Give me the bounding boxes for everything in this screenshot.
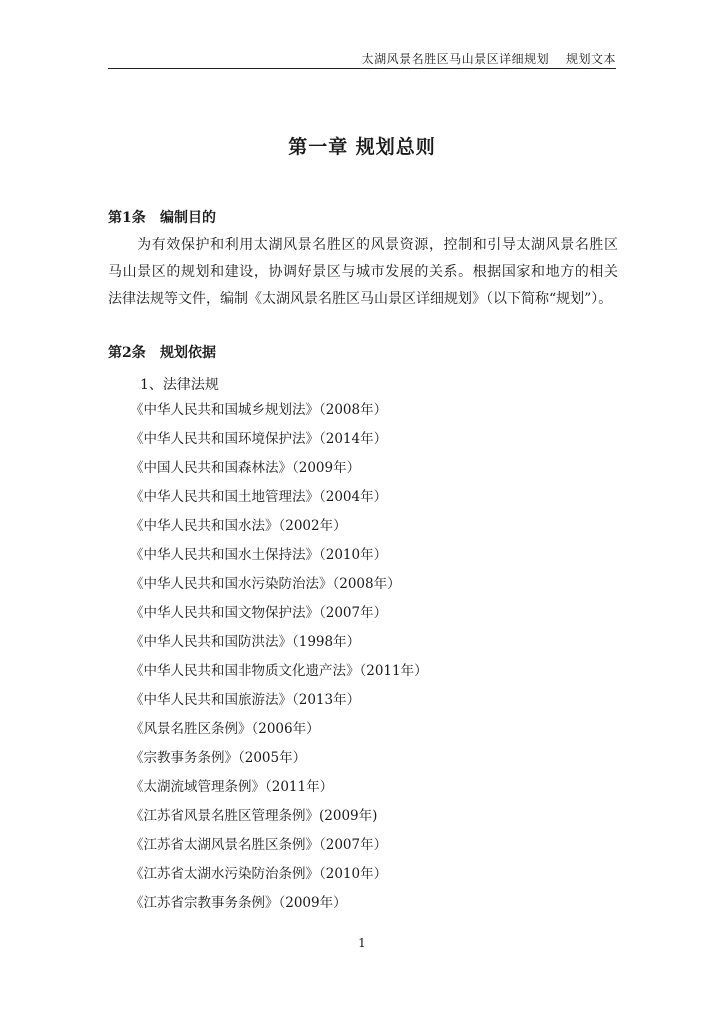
article-1-heading (108, 207, 216, 227)
header-rule (108, 68, 616, 69)
article-2-number: 第2条 (108, 345, 146, 361)
law-item: 《江苏省风景名胜区管理条例》(2009年) (130, 808, 378, 824)
law-item: 《中华人民共和国城乡规划法》（2008年） (130, 402, 388, 418)
law-item: 《中华人民共和国环境保护法》（2014年） (130, 431, 388, 447)
law-item: 《中华人民共和国水污染防治法》（2008年） (130, 576, 401, 592)
paragraph-line: 法律法规等文件，编制《太湖风景名胜区马山景区详细规划》（以下简称“规划”）。 (108, 291, 613, 307)
law-item: 《江苏省宗教事务条例》（2009年） (130, 895, 347, 911)
law-list (130, 400, 428, 922)
page-number: 1 (358, 936, 366, 950)
law-item: 《中华人民共和国旅游法》（2013年） (130, 692, 361, 708)
law-item: 《中华人民共和国非物质文化遗产法》（2011年） (130, 663, 428, 679)
law-item: 《中华人民共和国文物保护法》（2007年） (130, 605, 388, 621)
article-2-heading (108, 342, 216, 362)
article-1-title: 编制目的 (160, 210, 216, 226)
law-item: 《江苏省太湖风景名胜区条例》（2007年） (130, 837, 388, 853)
law-item: 《江苏省太湖水污染防治条例》（2010年） (130, 866, 388, 882)
law-item: 《中国人民共和国森林法》（2009年） (130, 460, 361, 476)
paragraph-line: 马山景区的规划和建设，协调好景区与城市发展的关系。根据国家和地方的相关 (108, 264, 618, 280)
article-2-title: 规划依据 (160, 345, 216, 361)
law-item: 《风景名胜区条例》（2006年） (130, 721, 320, 737)
law-item: 《中华人民共和国水法》（2002年） (130, 518, 347, 534)
article-1-paragraph (108, 232, 618, 313)
running-header: 太湖风景名胜区马山景区详细规划 规划文本 (361, 52, 616, 66)
chapter-title: 第一章 规划总则 (288, 136, 436, 158)
law-item: 《太湖流域管理条例》（2011年） (130, 779, 334, 795)
paragraph-line: 为有效保护和利用太湖风景名胜区的风景资源，控制和引导太湖风景名胜区 (108, 237, 618, 253)
law-item: 《中华人民共和国水土保持法》（2010年） (130, 547, 388, 563)
law-item: 《宗教事务条例》（2005年） (130, 750, 307, 766)
article-1-number: 第1条 (108, 210, 146, 226)
laws-subheading: 1、法律法规 (140, 377, 219, 393)
law-item: 《中华人民共和国防洪法》（1998年） (130, 634, 361, 650)
law-item: 《中华人民共和国土地管理法》（2004年） (130, 489, 388, 505)
